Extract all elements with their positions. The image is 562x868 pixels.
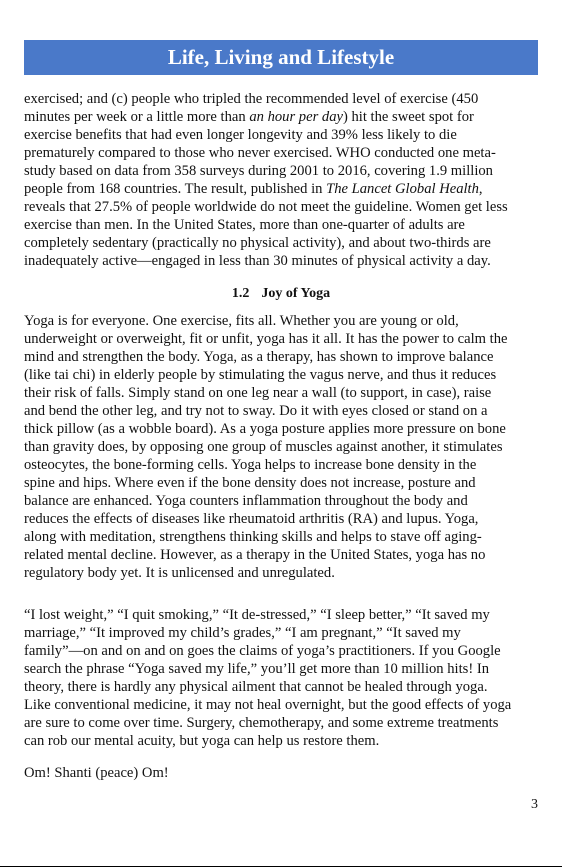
text-line: Like conventional medicine, it may not heal overnight, but the good effects of yoga bbox=[24, 697, 512, 713]
page-number: 3 bbox=[531, 797, 538, 812]
text-line: reveals that 27.5% of people worldwide do not meet the guideline. Women get less bbox=[24, 199, 508, 215]
text-line: inadequately active—engaged in less than 30 minutes of physical activity a day. bbox=[24, 253, 491, 269]
text-line: exercised; and (c) people who tripled the recommended level of exercise (450 bbox=[24, 91, 479, 107]
text-line: study based on data from 358 surveys during 2001 to 2016, covering 1.9 million bbox=[24, 163, 493, 179]
text-line: thick pillow (as a wobble board). As a yoga posture applies more pressure on bone bbox=[24, 421, 506, 437]
text-line: balance are enhanced. Yoga counters inflammation throughout the body and bbox=[24, 493, 468, 509]
paragraph-exercise-stats bbox=[24, 90, 538, 270]
text-line: can rob our mental acuity, but yoga can help us restore them. bbox=[24, 733, 380, 749]
text-line: search the phrase “Yoga saved my life,” you’ll get more than 10 million hits! In bbox=[24, 661, 489, 677]
text-line: (like tai chi) in elderly people by stimulating the vagus nerve, and thus it reduces bbox=[24, 367, 497, 383]
section-heading bbox=[24, 285, 538, 303]
text-line: “I lost weight,” “I quit smoking,” “It de-stressed,” “I sleep better,” “It saved my bbox=[24, 607, 490, 623]
text-line: Yoga is for everyone. One exercise, fits all. Whether you are young or old, bbox=[24, 313, 459, 329]
text-line: exercise than men. In the United States, more than one-quarter of adults are bbox=[24, 217, 465, 233]
text-line bbox=[24, 180, 538, 198]
closing-line bbox=[24, 764, 538, 782]
italic-fragment: an hour per day bbox=[249, 109, 343, 125]
closing-text: Om! Shanti (peace) Om! bbox=[24, 765, 169, 781]
paragraph-yoga-benefits bbox=[24, 312, 538, 582]
text-line: family”—on and on and on goes the claims of yoga’s practitioners. If you Google bbox=[24, 643, 501, 659]
chapter-title: Life, Living and Lifestyle bbox=[167, 45, 395, 69]
text-line: completely sedentary (practically no physical activity), and about two-thirds are bbox=[24, 235, 491, 251]
text-fragment: ) hit the sweet spot for bbox=[342, 109, 474, 125]
text-line: along with meditation, strengthens thinking skills and helps to stave off aging- bbox=[24, 529, 482, 545]
paragraph-yoga-testimonials bbox=[24, 606, 538, 750]
text-line: are sure to come over time. Surgery, chemotherapy, and some extreme treatments bbox=[24, 715, 499, 731]
text-line: and bend the other leg, and try not to sway. Do it with eyes closed or stand on a bbox=[24, 403, 488, 419]
section-title: Joy of Yoga bbox=[261, 286, 331, 301]
text-line: prematurely compared to those who never exercised. WHO conducted one meta- bbox=[24, 145, 496, 161]
section-number: 1.2 bbox=[231, 286, 250, 301]
text-line: regulatory body yet. It is unlicensed and unregulated. bbox=[24, 565, 335, 581]
text-line: underweight or overweight, fit or unfit, yoga has it all. It has the power to calm the bbox=[24, 331, 508, 347]
text-line bbox=[24, 108, 538, 126]
text-line: spine and hips. Where even if the bone density does not increase, posture and bbox=[24, 475, 476, 491]
text-line: marriage,” “It improved my child’s grades,” “I am pregnant,” “It saved my bbox=[24, 625, 461, 641]
chapter-title-banner bbox=[24, 40, 538, 75]
text-fragment: , bbox=[478, 181, 483, 197]
text-line: than gravity does, by opposing one group of muscles against another, it stimulates bbox=[24, 439, 503, 455]
bottom-divider bbox=[0, 866, 562, 867]
text-line: exercise benefits that had even longer longevity and 39% less likely to die bbox=[24, 127, 457, 143]
text-line: related mental decline. However, as a therapy in the United States, yoga has no bbox=[24, 547, 486, 563]
italic-fragment: The Lancet Global Health bbox=[326, 181, 479, 197]
text-line: their risk of falls. Simply stand on one leg near a wall (to support, in case), raise bbox=[24, 385, 492, 401]
text-line: mind and strengthen the body. Yoga, as a therapy, has shown to improve balance bbox=[24, 349, 494, 365]
text-fragment: minutes per week or a little more than bbox=[24, 109, 250, 125]
text-line: osteocytes, the bone-forming cells. Yoga helps to increase bone density in the bbox=[24, 457, 477, 473]
text-fragment: people from 168 countries. The result, published in bbox=[24, 181, 327, 197]
text-line: theory, there is hardly any physical ailment that cannot be healed through yoga. bbox=[24, 679, 488, 695]
text-line: reduces the effects of diseases like rheumatoid arthritis (RA) and lupus. Yoga, bbox=[24, 511, 479, 527]
